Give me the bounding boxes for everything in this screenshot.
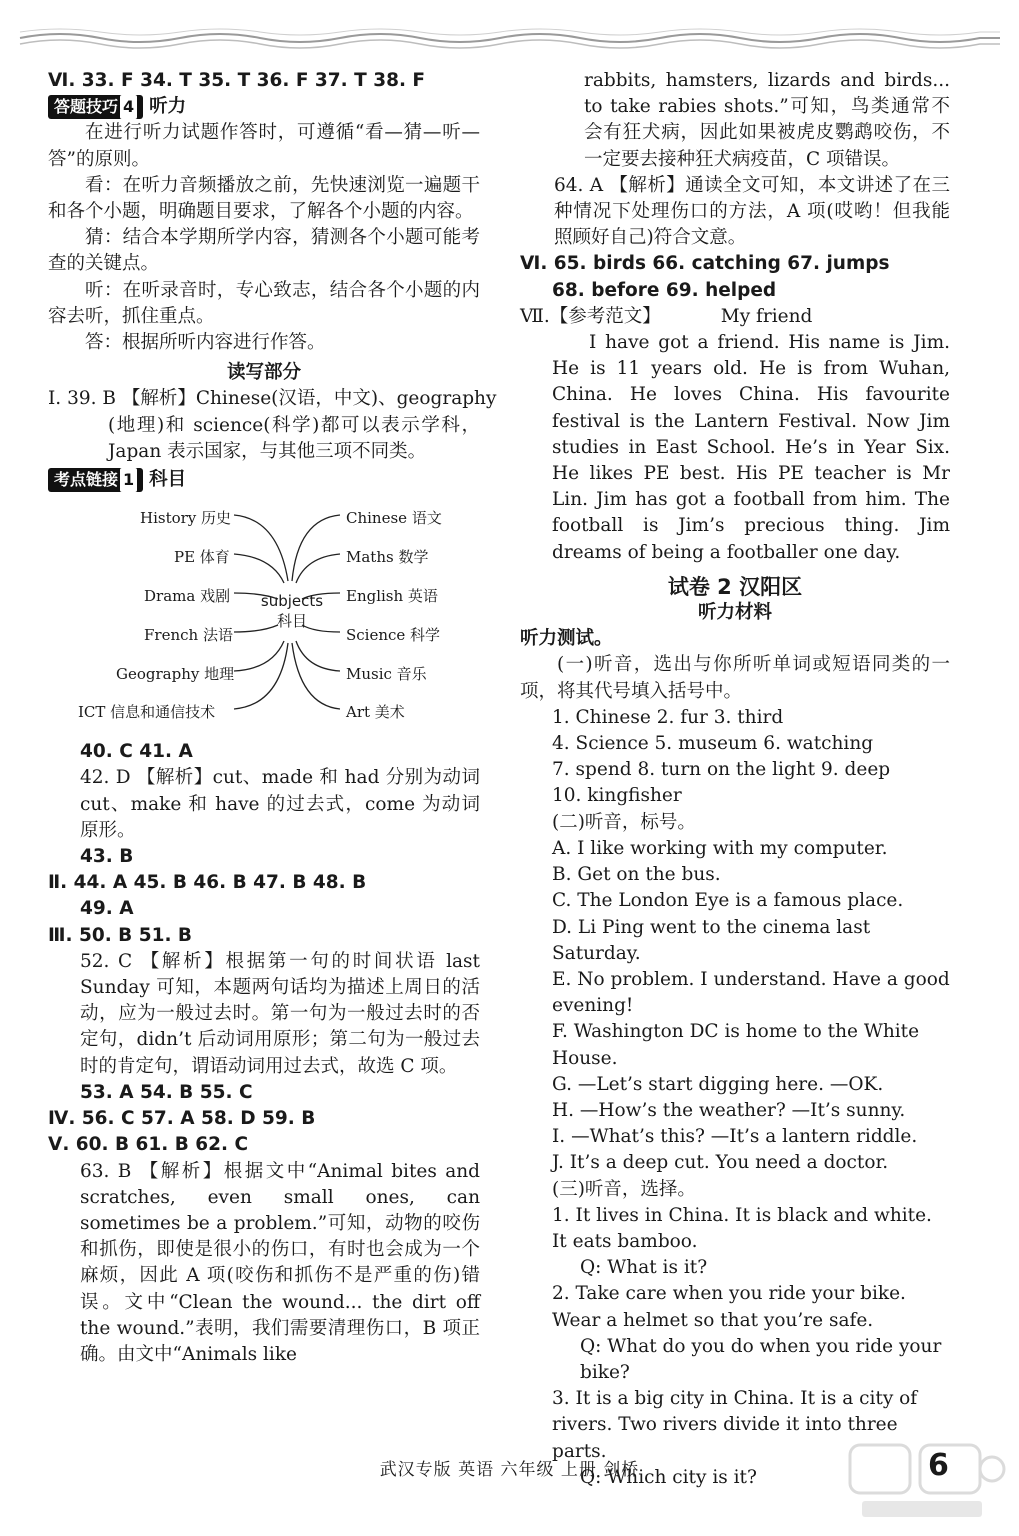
mind-left-item: ICT 信息和通信技术: [78, 703, 216, 722]
mind-left-item: Drama 戏剧: [144, 587, 231, 606]
link-title: 科目: [149, 469, 187, 491]
subjects-mind-map: [48, 499, 480, 739]
listen-question-2: Q: What do you do when you ride your bike?: [580, 1335, 942, 1383]
mind-center-zh: 科目: [276, 612, 307, 631]
part2-instruction: (二)听音，标号。: [552, 811, 696, 833]
page-footer: 武汉专版 英语 六年级 上册 剑桥: [379, 1460, 640, 1480]
part3-instruction: (三)听音，选择。: [552, 1178, 696, 1200]
word-list-line: 4. Science 5. museum 6. watching: [552, 733, 874, 755]
tip4-paragraph: 看：在听力音频播放之前，先快速浏览一遍题干和各个小题，明确题目要求，了解各个小题的内容。: [48, 174, 480, 223]
word-list-line: 7. spend 8. turn on the light 9. deep: [552, 759, 891, 781]
tip-tag: 答题技巧 4: [48, 95, 143, 119]
sentence-h: H. —How’s the weather? —It’s sunny.: [552, 1099, 906, 1121]
link-tag: 考点链接 1: [48, 468, 143, 492]
mind-left-item: PE 体育: [174, 548, 230, 567]
watermark-logo: [842, 1435, 1007, 1525]
left-column: [48, 68, 497, 1368]
word-list-line: 10. kingfisher: [552, 785, 682, 807]
q39-body: (地理)和 science(科学)都可以表示学科，Japan 表示国家，与其他三项不同类。: [108, 414, 480, 462]
sentence-a: A. I like working with my computer.: [552, 837, 888, 859]
listen-item-2: 2. Take care when you ride your bike. Wear a helmet so that you’re safe.: [552, 1283, 906, 1331]
q63: 63. B 【解析】根据文中“Animal bites and scratches, even small ones, can sometimes be a problem.”可知，动物的咬伤和抓伤，即使是很小的伤口，有时也会成为一个麻烦，因此 A 项(咬伤和抓伤不是严重的伤)错误。文中“Clean the wound... the dirt off the wound.”表明，我们需要清理伤口，B 项正确。由文中“Animals like: [80, 1160, 480, 1365]
mind-right-item: English 英语: [346, 587, 438, 606]
listening-test-label: 听力测试。: [520, 628, 613, 650]
q39-head: Ⅰ. 39. B 【解析】Chinese(汉语，中文)、geography: [48, 388, 497, 410]
q7-label: Ⅶ.【参考范文】: [520, 305, 661, 327]
answers-50-51: Ⅲ. 50. B 51. B: [48, 924, 193, 946]
page-number: 6: [928, 1448, 949, 1483]
section-title-reading-writing: 读写部分: [226, 362, 301, 384]
word-list-line: 1. Chinese 2. fur 3. third: [552, 706, 784, 728]
q63-continued: rabbits, hamsters, lizards and birds... to take rabies shots.”可知，鸟类通常不会有狂犬病，因此如果被虎皮鹦鹉咬伤，不一定要去接种狂犬病疫苗，C 项错误。: [584, 70, 950, 170]
q64: 64. A 【解析】通读全文可知，本文讲述了在三种情况下处理伤口的方法，A 项(哎哟！但我能照顾好自己)符合文意。: [554, 174, 950, 249]
listening-materials-title: 听力材料: [697, 602, 772, 624]
answers-33-38: Ⅵ. 33. F 34. T 35. T 36. F 37. T 38. F: [48, 70, 426, 91]
mind-right-item: Music 音乐: [346, 665, 427, 684]
sentence-b: B. Get on the bus.: [552, 864, 721, 886]
sentence-j: J. It’s a deep cut. You need a doctor.: [552, 1152, 889, 1174]
mind-left-item: Geography 地理: [116, 665, 235, 684]
listen-question-1: Q: What is it?: [580, 1257, 708, 1279]
sentence-d: D. Li Ping went to the cinema last Saturday.: [552, 916, 871, 964]
link1-header: [48, 467, 480, 493]
sentence-e: E. No problem. I understand. Have a good evening!: [552, 968, 950, 1017]
mind-right-item: Chinese 语文: [346, 509, 442, 528]
answers-44-48: Ⅱ. 44. A 45. B 46. B 47. B 48. B: [48, 872, 367, 894]
mind-right-item: Science 科学: [346, 626, 441, 645]
mind-left-item: French 法语: [144, 626, 233, 645]
mind-center: [254, 591, 330, 631]
answer-49: 49. A: [80, 898, 134, 920]
answers-60-62: Ⅴ. 60. B 61. B 62. C: [48, 1134, 249, 1156]
answer-43: 43. B: [80, 846, 134, 868]
answers-53-55: 53. A 54. B 55. C: [80, 1081, 253, 1103]
sentence-i: I. —What’s this? —It’s a lantern riddle.: [552, 1126, 918, 1148]
listen-item-3: 3. It is a big city in China. It is a city of rivers. Two rivers divide it into three parts.: [552, 1388, 918, 1462]
sentence-c: C. The London Eye is a famous place.: [552, 890, 904, 912]
tip4-header: [48, 94, 480, 120]
tip4-paragraph: 答：根据所听内容进行作答。: [85, 332, 326, 354]
q52: 52. C 【解析】根据第一句的时间状语 last Sunday 可知，本题两句话均为描述上周日的活动，应为一般过去时。第一句为一般过去时的否定句，didn’t 后动词用原形；第二句为一般过去时的肯定句，谓语动词用过去式，故选 C 项。: [80, 950, 480, 1077]
answers-40-41: 40. C 41. A: [80, 741, 193, 763]
mind-center-en: subjects: [260, 592, 324, 611]
model-essay: I have got a friend. His name is Jim. He is 11 years old. He is from Wuhan, China. He loves China. His favourite festival is the Lantern Festival. Now Jim studies in East School. He’s in Year Six. He likes PE best. His PE teacher is Mr Lin. Jim has got a football from him. The football is Jim’s precious thing. Jim dreams of being a footballer one day.: [552, 332, 950, 563]
tip4-paragraph: 猜：结合本学期所学内容，猜测各个小题可能考查的关键点。: [48, 227, 480, 275]
header-decoration: [0, 0, 1019, 60]
q7-header: [520, 304, 950, 330]
tip4-paragraph: 听：在听录音时，专心致志，结合各个小题的内容去听，抓住重点。: [48, 279, 480, 327]
sentence-g: G. —Let’s start digging here. —OK.: [552, 1073, 884, 1095]
listen-item-1: 1. It lives in China. It is black and white. It eats bamboo.: [552, 1204, 932, 1252]
part1-instruction: (一)听音，选出与你所听单词或短语同类的一项，将其代号填入括号中。: [520, 654, 950, 702]
sentence-f: F. Washington DC is home to the White House.: [552, 1021, 920, 1069]
mind-right-item: Maths 数学: [346, 548, 429, 567]
answers-56-59: Ⅳ. 56. C 57. A 58. D 59. B: [48, 1108, 316, 1130]
answers-65-67: Ⅵ. 65. birds 66. catching 67. jumps: [520, 253, 890, 275]
mind-left-item: History 历史: [140, 509, 232, 528]
right-column: [520, 68, 950, 1491]
paper-title: 试卷 2 汉阳区: [667, 574, 803, 599]
essay-title: My friend: [720, 305, 813, 327]
tip4-paragraph: 在进行听力试题作答时，可遵循“看—猜—听—答”的原则。: [48, 122, 480, 170]
listen-question-3: Q: Which city is it?: [580, 1466, 757, 1488]
q42: 42. D 【解析】cut、made 和 had 分别为动词 cut、make 和 have 的过去式，come 为动词原形。: [80, 767, 480, 841]
tip-title: 听力: [149, 96, 187, 118]
answers-68-69: 68. before 69. helped: [552, 279, 777, 301]
mind-right-item: Art 美术: [346, 703, 405, 722]
